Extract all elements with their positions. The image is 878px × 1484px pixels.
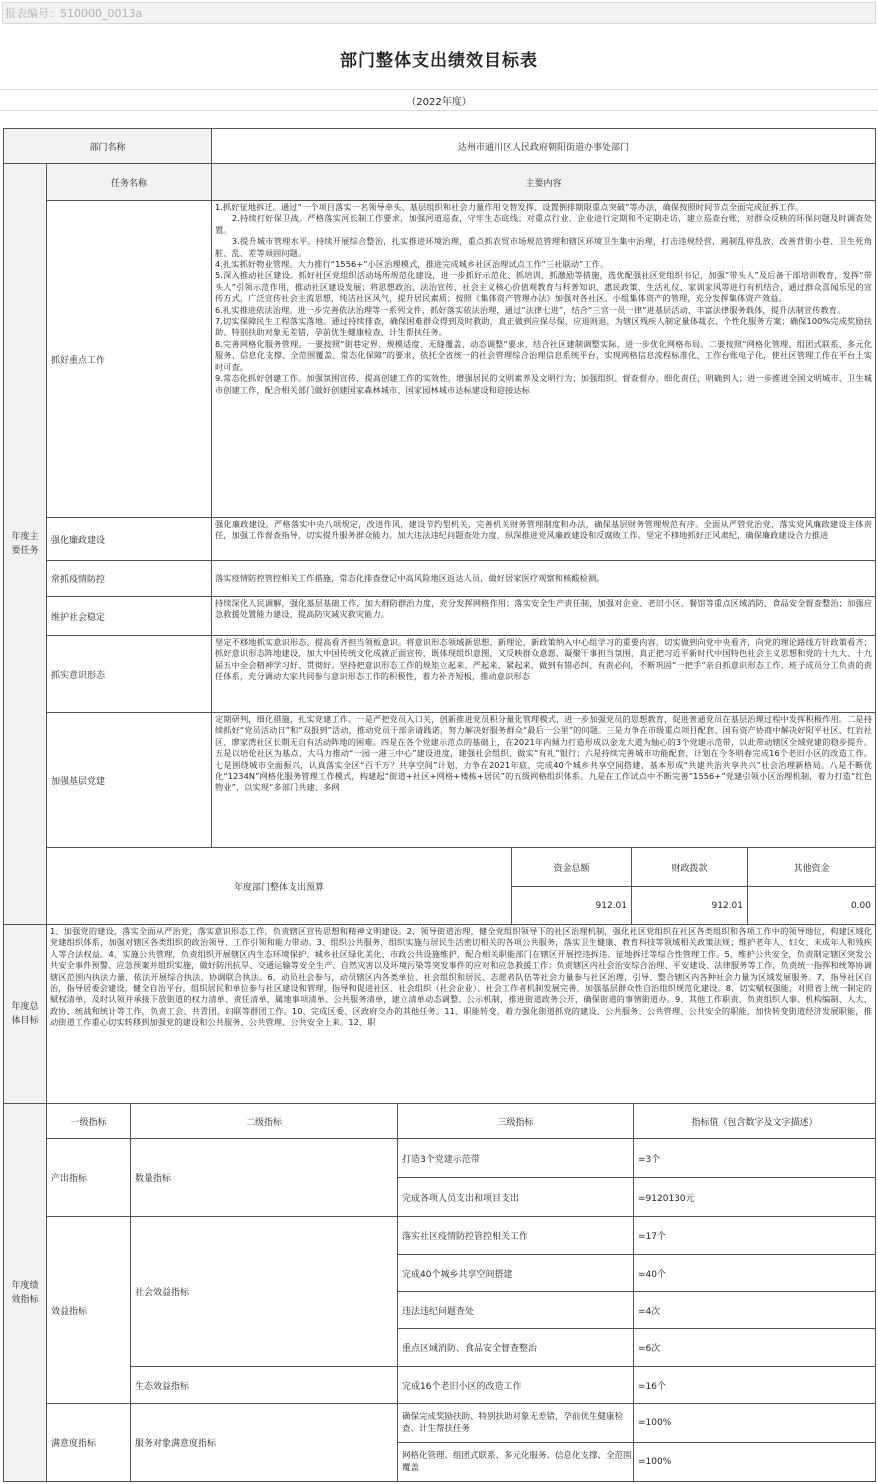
task-content: 强化廉政建设。严格落实中央八项规定，改进作风，建设节约型机关，完善机关财务管理制度和办法，确保基层财务管理规范有序。全面从严管党治党，落实党风廉政建设主体责任，加强工作督查指导，切实提升服务群众能力。加大违法违纪问题查处力度，纵深推进党风廉政建设和反腐败工作。坚定不移地抓好正风肃纪，确保廉政建设合力推进 [211,517,876,561]
perf-l3: 打造3个党建示范带 [397,1138,634,1178]
perf-l2: 服务对象满意度指标 [130,1403,398,1482]
perf-header-l1: 一级指标 [46,1103,131,1139]
perf-value: =17个 [633,1216,876,1255]
perf-value: =100% [633,1442,876,1482]
perf-l3: 确保完成奖励扶助、特别扶助对象无差错，孕前优生健康检查、计生帮扶任务 [397,1403,634,1443]
perf-l3: 落实社区疫情防控管控相关工作 [397,1216,634,1255]
perf-l1: 产出指标 [46,1138,131,1217]
main-content-header: 主要内容 [211,163,876,201]
perf-l2: 数量指标 [130,1138,398,1217]
perf-l3: 完成各项人员支出和项目支出 [397,1177,634,1217]
page-title: 部门整体支出绩效目标表 [340,50,538,71]
perf-l3: 重点区域消防、食品安全督查整治 [397,1328,634,1367]
budget-label: 年度部门整体支出预算 [46,847,512,925]
task-name: 维护社会稳定 [46,596,212,636]
perf-value: =3个 [633,1138,876,1178]
perf-l1: 满意度指标 [46,1403,131,1482]
perf-value: =4次 [633,1291,876,1329]
budget-total-value: 912.01 [511,886,632,925]
task-name: 常抓疫情防控 [46,560,212,597]
perf-header-l3: 三级指标 [397,1103,634,1139]
task-name: 抓实意识形态 [46,635,212,713]
perf-value: =100% [633,1403,876,1443]
perf-l3: 完成40个城乡共享空间搭建 [397,1254,634,1292]
task-name: 抓好重点工作 [46,200,212,518]
budget-fiscal-header: 财政拨款 [631,847,748,887]
budget-other-value: 0.00 [747,886,876,925]
perf-header-l2: 二级指标 [130,1103,398,1139]
dept-value: 达州市通川区人民政府朝阳街道办事处部门 [211,128,876,164]
perf-header-value: 指标值（包含数字及文字描述） [633,1103,876,1139]
perf-l2: 社会效益指标 [130,1216,398,1367]
task-content: 落实疫情防控管控相关工作措施，常态化排查登记中高风险地区返达人员，做好居家医疗观察和核酸检测。 [211,560,876,597]
task-content: 定期研判，细化措施，扎实党建工作。一是严把党员入口关，创新推进党员积分量化管理模式，进一步加强党员的思想教育，促进普通党员在基层治理过程中发挥积极作用。二是持续抓好“党员活动日”和“双报到”活动，推动党员干部亲请践诺，努力解决好服务群众“最后一公里”的问题。三是力争在市级重点项目配套、国有资产协商中解决好阳平社区、红岩社区、廖家湾社区长期无自有活动阵地的困难。四是在各个党建示范点的基础上，在2021年内倾力打造形成以金龙大道为轴心的3个党建示范带，以此带动辖区全域党建的稳步提升。五是以培伦社区为基点，大马力推动“一园一港三中心”建设进度，建强社会组织、做实“有礼”银行；六是持续完善城市功能配套，计划在今冬明春完成16个老旧小区的改造工作。七是围绕城市全面振兴，认真落实全区“百千万？共享空间”计划，力争在2021年底，完成40个城乡共享空间搭建，基本形成“共建共治共享共兴”社会治理新格局。八是不断优化“1234N”网格化服务管理工作模式，构建起“街道+社区+网格+楼栋+居民”的五级网格组织体系。九是在工作试点中不断完善“1556+”党建引领小区治理机制，着力打造“红色物业”，以实现“多部门共建、多网 [211,712,876,848]
perf-l3: 完成16个老旧小区的改造工作 [397,1366,634,1404]
task-name: 加强基层党建 [46,712,212,848]
perf-value: =16个 [633,1366,876,1404]
perf-value: =6次 [633,1328,876,1367]
annual-goal-content: 1、加强党的建设，落实全面从严治党，落实意识形态工作，负责辖区宣传思想和精神文明建设。2、领导街道治理，健全党组织领导下的社区治理机制，强化社区党组织在社区各类组织和各项工作中的领导地位，构建区域化党建组织体系，加强对辖区各类组织的政治领导、工作引领和能力带动。3、组织公共服务，组织实施与居民生活密切相关的各项公共服务，落实卫生健康、教育科技等领域相关政策法规；维护老年人、妇女、未成年人和残疾人等合法权益。4、实施公共管理，负责组织开展辖区内生态环境保护、城乡社区绿化美化、市政公共设施维护，配合相关职能部门在辖区开展控违拆违、征地拆迁等综合性管理工作。5、维护公共安全，负责制定辖区突发公共安全事件预警、应急预案并组织实施，做好防汛抗旱、交通运输等安全生产、自然灾害以及环境污染等突发事件的应对和应急救援工作；负责辖区内社会治安综合治理、平安建设、法律服务等工作，负责统一指挥和统筹协调辖区范围内执法力量，依法开展综合执法、协调联合执法。6、动员社会参与，动员辖区内各类单位、社会组织和居民、志愿者队伍等社会力量参与社区治理，引导、整合辖区内各种社会力量为区域发展服务。7、指导社区自治，指导居委会建设，健全自治平台，组织居民和单位参与社区建设和管理，指导和促进社区、社会组织（社会企业）、社会工作者机制发展完善，加强基层群众性自治组织规范化建设。8、切实赋权强能，对照省上统一制定的赋权清单，及时认领并承接下放街道的权力清单、责任清单、属地事项清单、公共服务清单，建立清单动态调整、公示机制，推进街道政务公开，确保街道的事情街道办。9、其他工作职责，负责组织人事、机构编制、人大、政协、统战和统计等工作，负责工会、共青团、妇联等群团工作。10、完成区委、区政府交办的其他任务。11、职能转变，着力强化街道抓党的建设、公共服务、公共管理、公共安全的职能，加快转变街道经济发展职能，推动街道工作重心切实转移到加强党的建设和公共服务、公共管理、公共安全上来。12、职 [46,924,876,1104]
task-name: 强化廉政建设 [46,517,212,561]
perf-l3: 违法违纪问题查处 [397,1291,634,1329]
dept-label: 部门名称 [3,128,212,164]
budget-fiscal-value: 912.01 [631,886,748,925]
task-name-header: 任务名称 [46,163,212,201]
budget-total-header: 资金总额 [511,847,632,887]
task-content: 1.抓好征地拆迁。通过“一个项目落实一名领导牵头、基层组织和社会力量作用交替发挥、设置倒排期限重点突破”等办法，确保按照时间节点全面完成征拆工作。 2.持续打好保卫战。严格落实河长制工作要求，加强河道巡查，守牢生态底线；对重点行业、企业进行定期和不定期走访，建立巡查台账，对群众反映的环保问题及时调查处置。 3.提升城市管理水平。持续开展综合整治，扎实推进环境治理，重点抓农贸市场规范管理和辖区环境卫生集中治理，打击违规经营，遏制乱停乱放，改善背街小巷、卫生死角脏、乱、差等顽固问题。 4.扎实抓好物业管理。大力推行“1556+”小区治理模式，推进完成城乡社区治理试点工作“三社联动”工作。 5.深入推动社区建设。抓好社区党组织活动场所规范化建设，进一步抓好示范化、抓培训、抓激励等措施，选优配强社区党组织书记，加强“带头人”及后备干部培训教育，发挥“带头人”引领示范作用，推动社区建设发展；将思想政治、法治宣传、社会主义核心价值观教育与科普知识、惠民政策、生活礼仪、家训家风等进行有机结合，通过群众喜闻乐见的宣传方式，广泛宣传社会主流思想，纯洁社区风气，提升居民素质；按照《集体资产管理办法》加强对各社区、小组集体资产的管理，充分发挥集体资产效益。 6.扎实推进依法治理。进一步完善依法治理等一系列文件，抓好落实依法治理，通过“法律七进”，结合“三官一员一律”进基层活动，丰富法律服务载体，提升法制宣传教育。 7.切实保障民生工程落实落地。通过持续排查，确保困难群众得到及时救助，真正做到应保尽保、应退则退，为辖区残疾人制定量体裁衣、个性化服务方案；确保100%完成奖励扶助、特别扶助对象无差错，孕前优生健康检查、计生帮扶任务。 8.完善网格化服务管理。一要按照“街巷定界、规模适度、无缝覆盖、动态调整”要求，结合社区建制调整实际，进一步优化网格布局。二要按照“网格化管理、组团式联系、多元化服务、信息化支撑、全范围覆盖、常态化保障”的要求，依托全省统一的社会管理综合治理信息系统平台，实现网格信息流程标准化、工作台账电子化，使社区管理工作在平台上实时可查。 9.常态化抓好创建工作。加强氛围宣传，提高创建工作的实效性，增强居民的文明素养及文明行为；加强组织、督查督办，细化责任，明确到人；进一步推进全国文明城市、卫生城市创建工作，配合相关部门做好创建国家森林城市、国家园林城市达标建设和迎接达标 [211,200,876,518]
perf-l3: 网格化管理、组团式联系、多元化服务、信息化支撑、全范围覆盖 [397,1442,634,1482]
annual-goal-label: 年度总体目标 [3,924,47,1104]
title-divider-2 [0,110,878,111]
perf-l2: 生态效益指标 [130,1366,398,1404]
annual-tasks-label: 年度主要任务 [3,163,47,925]
perf-label: 年度绩效指标 [3,1103,47,1482]
task-content: 持续深化人民调解，强化基层基础工作，加大群防群治力度，充分发挥网格作用；落实安全生产责任制，加强对企业、老旧小区、餐馆等重点区域消防、食品安全督查整治；加强应急救援处置能力建设，提高防灾减灾救灾能力。 [211,596,876,636]
perf-value: =9120130元 [633,1177,876,1217]
perf-value: =40个 [633,1254,876,1292]
form-code: 报表编号：510000_0013a [2,2,876,24]
perf-l1: 效益指标 [46,1216,131,1404]
budget-other-header: 其他资金 [747,847,876,887]
task-content: 坚定不移地抓实意识形态，提高看齐担当领板意识。将意识形态领域新思想、新理论、新政策纳入中心组学习的重要内容，切实做到向党中央看齐，向党的理论路线方针政策看齐；抓好意识形态阵地建设，加大中国传统文化成就正面宣传，既体现组织意图，又反映群众意愿，凝聚干事担当氛围，真正把习近平新时代中国特色社会主义思想和党的十九大、十九届五中全会精神学习好、贯彻好。坚持把意识形态工作的规矩立起来、严起来、紧起来，做到有错必纠、有责必问，不断巩固“一把手”亲自抓意识形态工作、班子成员分工负责的责任体系，充分调动大家共同参与意识形态工作的积极性，着力补齐短板，推动意识形态 [211,635,876,713]
report-year: （2022年度） [406,96,472,108]
